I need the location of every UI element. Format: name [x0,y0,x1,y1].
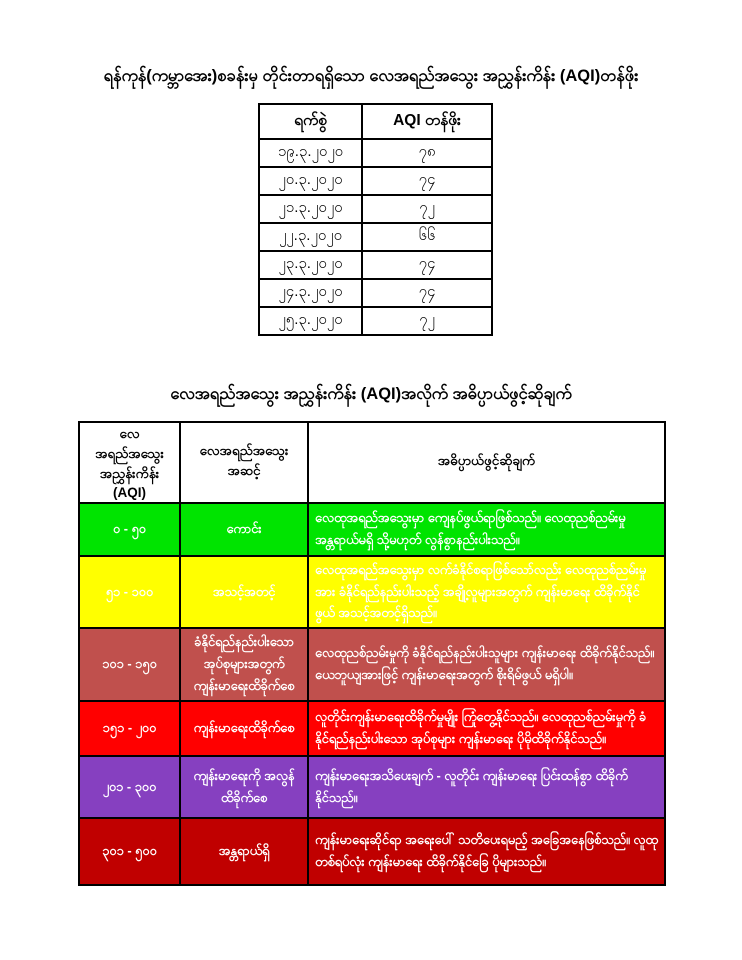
aqi-level-cell: ကျန်းမာရေးကို အလွန်ထိခိုက်စေ [180,756,308,818]
table-row [259,279,492,307]
definition-table-title: လေအရည်အသွေး အညွှန်းကိန်း (AQI)အလိုက် အဓိပ္ပာယ်ဖွင့်ဆိုချက် [170,384,572,403]
aqi-range-cell: ၅၁ - ၁၀၀ [79,556,180,628]
table-row [259,139,492,167]
aqi-row-very-unhealthy [79,756,665,818]
table-header-row [259,104,492,139]
aqi-row-unhealthy [79,701,665,756]
date-cell: ၂၃.၃.၂၀၂၀ [259,251,362,279]
aqi-description-cell: လူတိုင်းကျန်းမာရေးထိခိုက်မှုမျိုး ကြုံတွေ့နိုင်သည်။ လေထုညစ်ညမ်းမှုကို ခံနိုင်ရည်နည်းပါးသော အုပ်စုများ ကျန်းမာရေး ပိုမိုထိခိုက်နိုင်သည်။ [308,701,665,756]
date-cell: ၂၅.၃.၂၀၂၀ [259,307,362,335]
aqi-level-cell: ကျန်းမာရေးထိခိုက်စေ [180,701,308,756]
aqi-value-cell: ၇၂ [362,195,492,223]
aqi-description-cell: လေထုအရည်အသွေးမှာ ကျေနပ်ဖွယ်ရာဖြစ်သည်။ လေထုညစ်ညမ်းမှုအန္တရာယ်မရှိ သို့မဟုတ် လွန်စွာနည်းပါးသည်။ [308,503,665,556]
date-cell: ၁၉.၃.၂၀၂၀ [259,139,362,167]
aqi-level-cell: ခံနိုင်ရည်နည်းပါးသော အုပ်စုများအတွက် ကျန်းမာရေးထိခိုက်စေ [180,628,308,701]
aqi-value-cell: ၇၄ [362,167,492,195]
date-cell: ၂၁.၃.၂၀၂၀ [259,195,362,223]
column-header-aqi-value: AQI တန်ဖိုး [362,104,492,139]
aqi-value-cell: ၆၆ [362,223,492,251]
aqi-value-cell: ၇၈ [362,139,492,167]
date-cell: ၂၂.၃.၂၀၂၀ [259,223,362,251]
aqi-range-cell: ၁၅၁ - ၂၀၀ [79,701,180,756]
aqi-range-cell: ၂၀၁ - ၃၀၀ [79,756,180,818]
aqi-value-cell: ၇၂ [362,307,492,335]
aqi-level-cell: ကောင်း [180,503,308,556]
aqi-description-cell: လေထုညစ်ညမ်းမှုကို ခံနိုင်ရည်နည်းပါးသူများ ကျန်းမာရေး ထိခိုက်နိုင်သည်။ ယေဘူယျအားဖြင့် ကျန်းမာရေးအတွက် စိုးရိမ်ဖွယ် မရှိပါ။ [308,628,665,701]
aqi-range-cell: ၁၀၁ - ၁၅၀ [79,628,180,701]
aqi-description-cell: လေထုအရည်အသွေးမှာ လက်ခံနိုင်စရာဖြစ်သော်လည်း လေထုညစ်ညမ်းမှုအား ခံနိုင်ရည်နည်းပါးသည့် အချို့လူများအတွက် ကျန်းမာရေး ထိခိုက်နိုင်ဖွယ် အသင့်အတင့်ရှိသည်။ [308,556,665,628]
column-header-date: ရက်စွဲ [259,104,362,139]
date-cell: ၂၀.၃.၂၀၂၀ [259,167,362,195]
table-row [259,307,492,335]
table-row [259,223,492,251]
aqi-value-cell: ၇၄ [362,279,492,307]
aqi-definition-table [78,421,666,886]
aqi-description-cell: ကျန်းမာရေးအသိပေးချက် - လူတိုင်း ကျန်းမာရေး ပြင်းထန်စွာ ထိခိုက်နိုင်သည်။ [308,756,665,818]
column-header-meaning: အဓိပ္ပာယ်ဖွင့်ဆိုချက် [308,422,665,503]
aqi-row-moderate [79,556,665,628]
aqi-value-cell: ၇၄ [362,251,492,279]
date-cell: ၂၄.၃.၂၀၂၀ [259,279,362,307]
aqi-row-hazardous [79,818,665,885]
aqi-description-cell: ကျန်းမာရေးဆိုင်ရာ အရေးပေါ် သတိပေးရမည့် အခြေအနေဖြစ်သည်။ လူထုတစ်ရပ်လုံး ကျန်းမာရေး ထိခိုက်နိုင်ခြေ ပိုများသည်။ [308,818,665,885]
aqi-level-cell: အသင့်အတင့် [180,556,308,628]
table-row [259,167,492,195]
table-row [259,195,492,223]
column-header-air-quality-level: လေအရည်အသွေးအဆင့် [180,422,308,503]
column-header-aqi-index: လေအရည်အသွေး အညွှန်းကိန်း (AQI) [79,422,180,503]
aqi-level-cell: အန္တရာယ်ရှိ [180,818,308,885]
aqi-range-cell: ၃၀၁ - ၅၀၀ [79,818,180,885]
aqi-range-cell: ၀ - ၅၀ [79,503,180,556]
aqi-values-table [258,103,493,336]
table-row [259,251,492,279]
aqi-row-unhealthy-sensitive [79,628,665,701]
page-title: ရန်ကုန်(ကမ္ဘာအေး)စခန်းမှ တိုင်းတာရရှိသော လေအရည်အသွေး အညွှန်းကိန်း (AQI)တန်ဖိုး [103,67,639,85]
aqi-row-good [79,503,665,556]
table-header-row [79,422,665,503]
